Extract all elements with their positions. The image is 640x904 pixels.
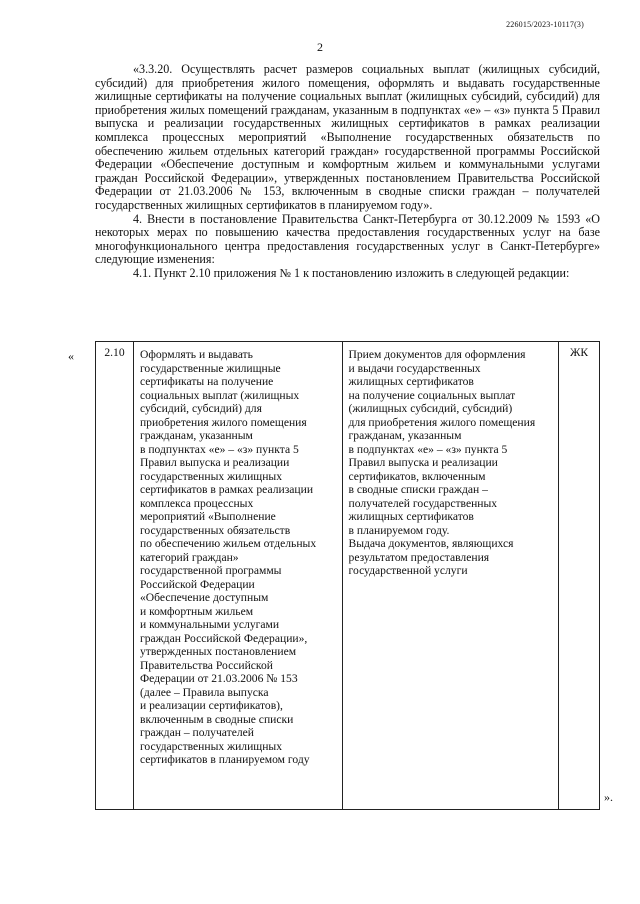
table-open-quote: « bbox=[68, 349, 74, 363]
procedure-cell bbox=[342, 342, 559, 810]
page-number: 2 bbox=[317, 40, 323, 54]
service-name-cell bbox=[133, 342, 342, 810]
document-number: 226015/2023-10117(3) bbox=[506, 20, 584, 29]
authority-code-cell: ЖК bbox=[559, 342, 600, 810]
row-number-cell: 2.10 bbox=[96, 342, 134, 810]
paragraph-4: 4. Внести в постановление Правительства Санкт-Петербурга от 30.12.2009 № 1593 «О некоторых мерах по повышению качества предоставления государственных услуг на базе многофункционального центра предоставления государственных услуг в Санкт-Петербурге» следующие изменения: bbox=[95, 211, 600, 267]
paragraph-4-1: 4.1. Пункт 2.10 приложения № 1 к постановлению изложить в следующей редакции: bbox=[133, 265, 570, 280]
procedure-text: Прием документов для оформления и выдачи государственных жилищных сертификатов на получение социальных выплат (жилищных субсидий, субсидий) для приобретения жилого помещения гражданам, указанным в подпунктах «е» – «з» пункта 5 Правил выпуска и реализации сертификатов, включенным в сводные списки граждан – получателей государственных жилищных сертификатов в планируемом году. Выдача документов, являющихся результатом предоставления государственной услуги bbox=[348, 348, 536, 577]
table-close-quote: ». bbox=[604, 790, 613, 804]
table-row bbox=[96, 342, 600, 810]
amendment-table bbox=[95, 341, 600, 810]
service-name-text: Оформлять и выдавать государственные жилищные сертификаты на получение социальных выплат (жилищных субсидий, субсидий) для приобретения жилого помещения гражданам, указанным в подпунктах «е» – «з» пункта 5 Правил выпуска и реализации государственных жилищных сертификатов в рамках реализации комплекса процессных мероприятий «Выполнение государственных обязательств по обеспечению жильем отдельных категорий граждан» государственной программы Российской Федерации «Обеспечение доступным и комфортным жильем и коммунальными услугами граждан Российской Федерации», утвержденных постановлением Правительства Российской Федерации от 21.03.2006 № 153 (далее – Правила выпуска и реализации сертификатов), включенным в сводные списки граждан – получателей государственных жилищных сертификатов в планируемом году bbox=[139, 348, 317, 766]
paragraph-3-3-20: «3.3.20. Осуществлять расчет размеров социальных выплат (жилищных субсидий, субсидий) для приобретения жилого помещения, оформлять и выдавать государственные жилищные сертификаты на получение социальных выплат (жилищных субсидий, субсидий) для приобретения жилых помещений гражданам, указанным в подпунктах «е» – «з» пункта 5 Правил выпуска и реализации государственных жилищных сертификатов в рамках реализации комплекса процессных мероприятий «Выполнение государственных обязательств по обеспечению жильем отдельных категорий граждан» государственной программы Российской Федерации «Обеспечение доступным и комфортным жильем и коммунальными услугами граждан Российской Федерации», утвержденных постановлением Правительства Российской Федерации от 21.03.2006 № 153, включенным в сводные списки граждан – получателей государственных жилищных сертификатов в планируемом году». bbox=[95, 62, 600, 212]
document-body bbox=[95, 63, 600, 281]
